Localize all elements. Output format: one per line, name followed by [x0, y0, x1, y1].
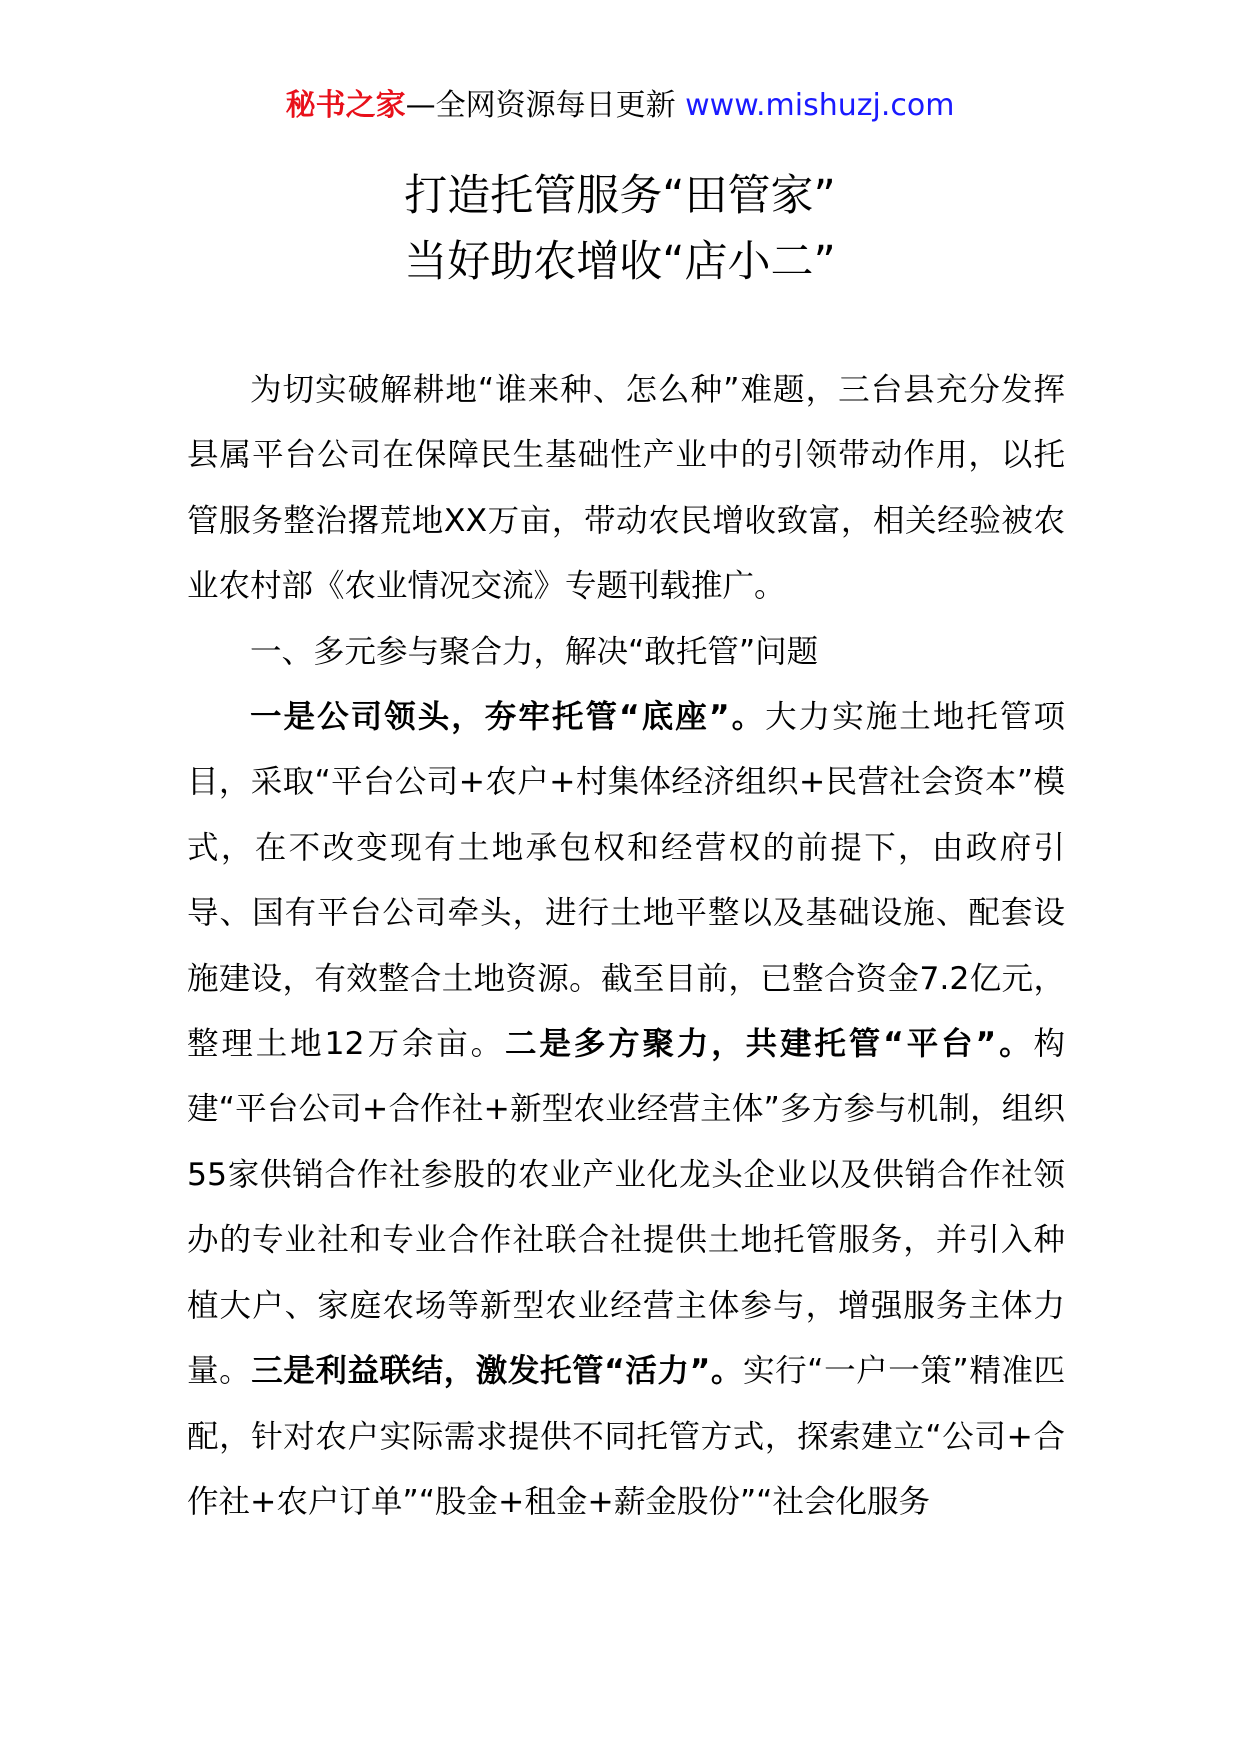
point-1-heading: 一是公司领头，夯牢托管“底座”。 [250, 699, 766, 736]
site-url-link[interactable]: www.mishuzj.com [685, 88, 955, 123]
site-tagline: —全网资源每日更新 [405, 88, 686, 123]
site-header [0, 84, 1240, 128]
brand-name: 秘书之家 [285, 88, 406, 123]
section-heading-1: 一、多元参与聚合力，解决“敢托管”问题 [250, 633, 819, 670]
point-3-text: 实行“一户一策”精准匹配，针对农户实际需求提供不同托管方式，探索建立“公司+合作社+农户订单”“股金+租金+薪金股份”“社会化服务 [187, 1353, 1065, 1520]
point-1-text: 大力实施土地托管项目，采取“平台公司+农户+村集体经济组织+民营社会资本”模式，在不改变现有土地承包权和经营权的前提下，由政府引导、国有平台公司牵头，进行土地平整以及基础设施、配套设施建设，有效整合土地资源。截至目前，已整合资金7.2亿元，整理土地12万余亩。 [187, 699, 1065, 1063]
point-2-heading: 二是多方聚力，共建托管“平台”。 [505, 1026, 1034, 1063]
document-title [0, 163, 1240, 295]
title-line-2: 当好助农增收“店小二” [404, 237, 836, 287]
document-body [187, 358, 1065, 1535]
point-3-heading: 三是利益联结，激发托管“活力”。 [251, 1353, 743, 1390]
section-1-paragraph [187, 685, 1065, 1535]
point-2-text: 构建“平台公司+合作社+新型农业经营主体”多方参与机制，组织55家供销合作社参股的农业产业化龙头企业以及供销合作社领办的专业社和专业合作社联合社提供土地托管服务，并引入种植大户、家庭农场等新型农业经营主体参与，增强服务主体力量。 [187, 1026, 1065, 1390]
intro-paragraph: 为切实破解耕地“谁来种、怎么种”难题，三台县充分发挥县属平台公司在保障民生基础性产业中的引领带动作用，以托管服务整治撂荒地XX万亩，带动农民增收致富，相关经验被农业农村部《农业情况交流》专题刊载推广。 [187, 372, 1065, 605]
title-line-1: 打造托管服务“田管家” [404, 171, 836, 221]
